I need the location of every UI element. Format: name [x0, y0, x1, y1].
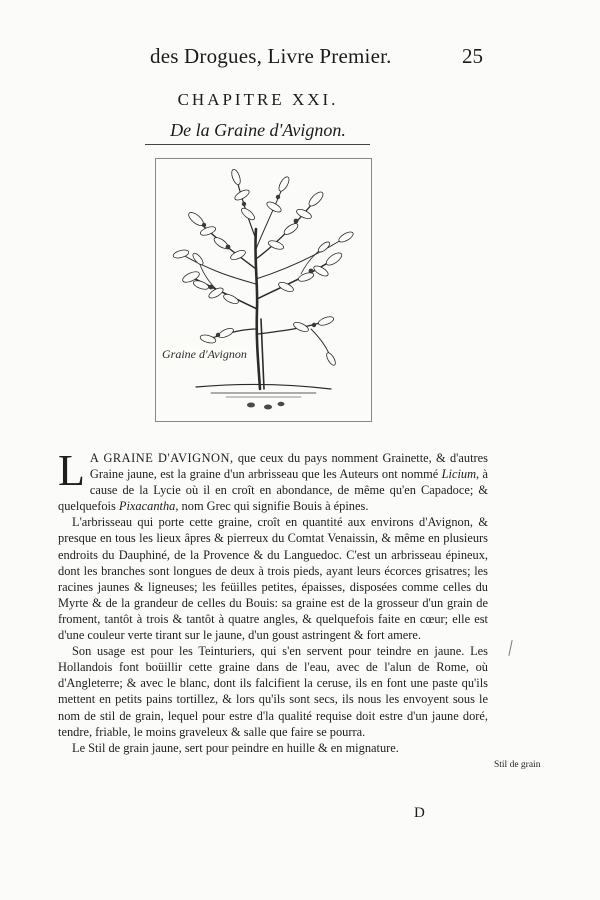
lead-caps: A GRAINE D'AVIGNON,: [89, 451, 234, 465]
plant-engraving-icon: [156, 159, 371, 421]
paragraph-3: Son usage est pour les Teinturiers, qui s'en servent pour teindre en jaune. Les Hollandois font boüillir cette graine dans de l'eau, avec de l'alun de Rome, où d'Angleterre; & avec le blanc, dont ils falcifient la ceruse, ils en font une paste qu'ils mettent en petits pains tortillez, & lors qu'ils sont secs, ils nous les envoyent sous le nom de stil de grain, lequel pour estre d'la qualité requise doit estre d'un jaune doré, tendre, friable, le moins graveleux & salle que faire se pourra.: [58, 644, 488, 739]
paragraph-1-mid: , à cause de la Lycie où il en croît en abondance, de même qu'en Capadoce; & quelquefois: [58, 467, 488, 514]
chapter-subtitle: De la Graine d'Avignon.: [170, 120, 346, 140]
plant-illustration: [155, 158, 372, 422]
body-text: [58, 446, 488, 756]
paragraph-1: [58, 446, 488, 514]
paragraph-1-text: que ceux du pays nomment Grainette, & d'autres Graine jaune, est la graine d'un arbrisseau que les Auteurs ont nommé: [89, 451, 488, 482]
paragraph-1-end: , nom Grec qui signifie Bouis à épines.: [175, 499, 369, 514]
paragraph-2: L'arbrisseau qui porte cette graine, croît en quantité aux environs d'Avignon, & presque en tous les lieux âpres & pierreux du Comtat Venaissin, & même en plusieurs endroits du Dauphiné, de la Provence & du Languedoc. C'est un arbrisseau épineux, dont les branches sont longues de deux à trois pieds, ayant leurs écorces grisatres; les racines jaunes & ligneuses; les feüilles petites, épaisses, disposées comme celles du Myrte & de la grandeur de celles du Bouis: sa graine est de la grosseur d'un grain de froment, tantôt à trois & tantôt à quatre angles, & quelquefois faite en cœur; elle est d'une couleur verte tirant sur le jaune, d'un goust astringent & fort amere.: [58, 515, 488, 643]
drop-cap: L: [58, 446, 85, 495]
figure-caption: Graine d'Avignon: [162, 347, 247, 361]
paragraph-4: Le Stil de grain jaune, sert pour peindre en huille & en mignature.: [72, 740, 399, 755]
chapter-title: CHAPITRE XXI.: [177, 90, 339, 109]
page-number: 25: [462, 44, 483, 68]
title-rule: [145, 144, 370, 145]
term-pyxacantha: Pixacantha: [118, 499, 176, 514]
signature-mark: D: [414, 805, 425, 821]
margin-note: Stil de grain: [494, 760, 541, 770]
margin-mark: [508, 640, 512, 656]
running-header: des Drogues, Livre Premier.: [150, 44, 392, 68]
term-lycium: Licium: [441, 467, 477, 482]
